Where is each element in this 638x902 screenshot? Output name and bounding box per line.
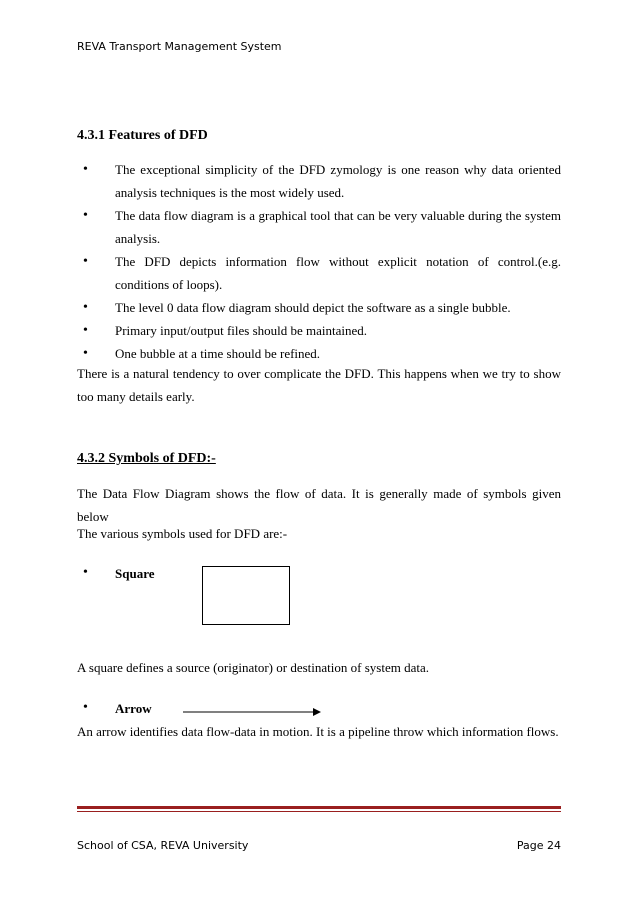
symbols-intro-paragraph: The Data Flow Diagram shows the flow of data. It is generally made of symbols given below xyxy=(77,486,561,524)
symbol-label: Square xyxy=(115,566,155,581)
list-item: • Primary input/output files should be maintained. xyxy=(77,319,561,342)
running-header: REVA Transport Management System xyxy=(77,40,282,53)
arrow-symbol-shape xyxy=(183,706,323,718)
section-heading-features: 4.3.1 Features of DFD xyxy=(77,128,208,143)
square-symbol-shape xyxy=(202,566,290,625)
list-item: • The DFD depicts information flow without explicit notation of control.(e.g. conditions of loops). xyxy=(77,250,561,296)
list-item: • The exceptional simplicity of the DFD zymology is one reason why data oriented analysis techniques is the most widely used. xyxy=(77,158,561,204)
list-item: • The level 0 data flow diagram should depict the software as a single bubble. xyxy=(77,296,561,319)
list-item: • The data flow diagram is a graphical tool that can be very valuable during the system analysis. xyxy=(77,204,561,250)
square-description: A square defines a source (originator) or destination of system data. xyxy=(77,660,429,675)
symbols-list-intro: The various symbols used for DFD are:- xyxy=(77,526,288,541)
bullet-icon: • xyxy=(83,700,88,715)
list-item: • One bubble at a time should be refined. xyxy=(77,342,561,365)
footer-institution: School of CSA, REVA University xyxy=(77,839,249,852)
symbol-item-arrow xyxy=(77,701,152,717)
symbol-label: Arrow xyxy=(115,701,152,716)
page-number: Page 24 xyxy=(516,839,561,852)
features-list xyxy=(77,158,561,365)
tendency-paragraph: There is a natural tendency to over complicate the DFD. This happens when we try to show too many details early. xyxy=(77,366,561,404)
footer-rule xyxy=(77,806,561,809)
arrow-description: An arrow identifies data flow-data in motion. It is a pipeline throw which information flows. xyxy=(77,724,559,739)
bullet-icon: • xyxy=(83,565,88,580)
section-heading-symbols: 4.3.2 Symbols of DFD:- xyxy=(77,451,216,466)
symbol-item-square xyxy=(77,566,155,582)
footer-rule-thin xyxy=(77,811,561,812)
